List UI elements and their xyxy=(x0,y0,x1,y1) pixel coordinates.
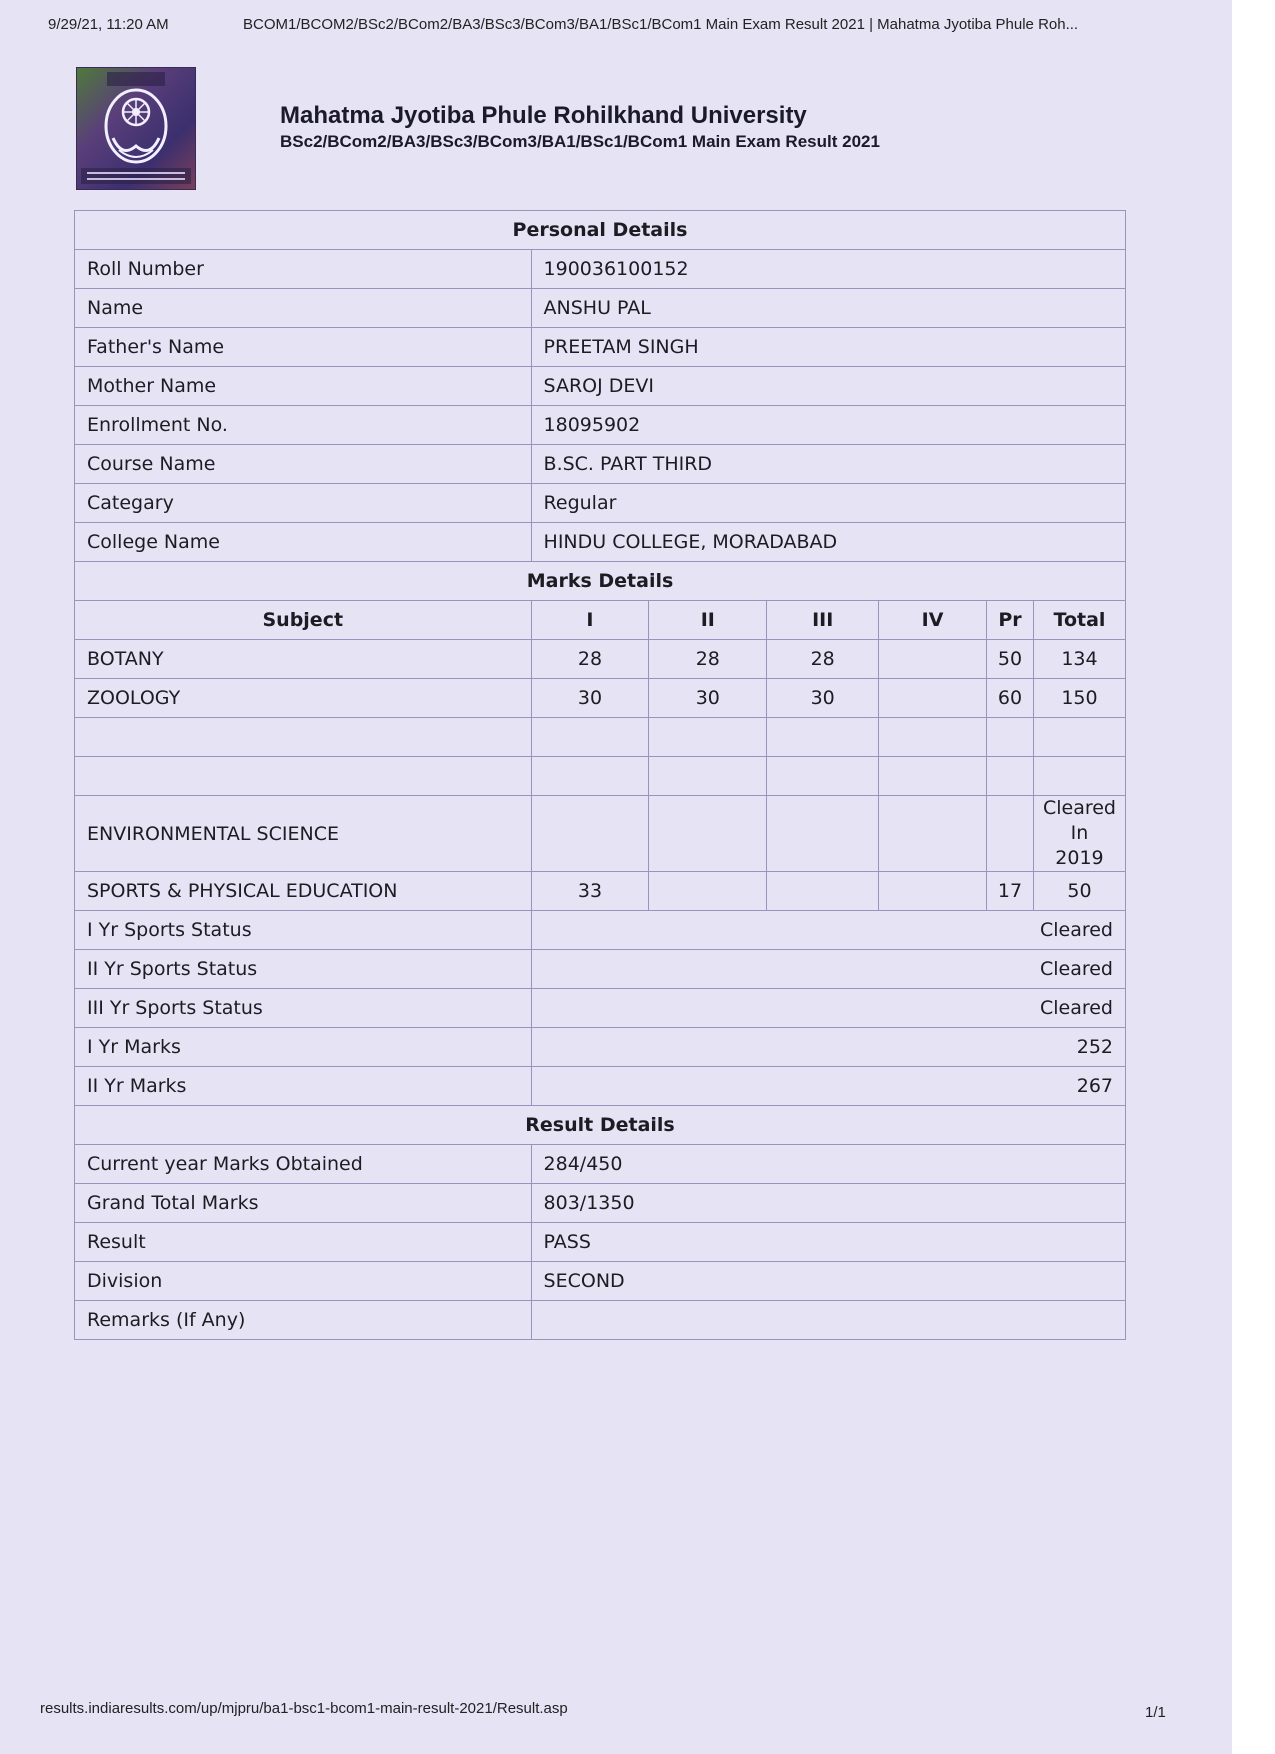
table-row xyxy=(75,367,1126,406)
table-row xyxy=(75,406,1126,445)
grand-total-label: Grand Total Marks xyxy=(75,1184,532,1223)
fathers-name-value: PREETAM SINGH xyxy=(531,328,1125,367)
course-name-value: B.SC. PART THIRD xyxy=(531,445,1125,484)
marks-obtained-label: Current year Marks Obtained xyxy=(75,1145,532,1184)
subject-name: ZOOLOGY xyxy=(75,679,532,718)
status-row xyxy=(75,911,1126,950)
subject-name: SPORTS & PHYSICAL EDUCATION xyxy=(75,872,532,911)
status-label: I Yr Sports Status xyxy=(75,911,532,950)
page-number: 1/1 xyxy=(1145,1704,1166,1721)
empty-cell xyxy=(1033,757,1125,796)
mark-cell xyxy=(879,679,987,718)
total-cell: 150 xyxy=(1033,679,1125,718)
mark-cell: 60 xyxy=(987,679,1034,718)
fathers-name-label: Father's Name xyxy=(75,328,532,367)
status-row xyxy=(75,1028,1126,1067)
mark-cell xyxy=(649,872,767,911)
marks-details-heading: Marks Details xyxy=(75,562,1126,601)
roll-number-value: 190036100152 xyxy=(531,250,1125,289)
mother-name-label: Mother Name xyxy=(75,367,532,406)
status-row xyxy=(75,989,1126,1028)
personal-details-heading: Personal Details xyxy=(75,211,1126,250)
column-header-pr: Pr xyxy=(987,601,1034,640)
college-name-label: College Name xyxy=(75,523,532,562)
status-label: II Yr Sports Status xyxy=(75,950,532,989)
mark-cell xyxy=(767,796,879,872)
mark-cell: 28 xyxy=(649,640,767,679)
category-label: Categary xyxy=(75,484,532,523)
subject-name: ENVIRONMENTAL SCIENCE xyxy=(75,796,532,872)
roll-number-label: Roll Number xyxy=(75,250,532,289)
empty-cell xyxy=(767,757,879,796)
total-cell: 50 xyxy=(1033,872,1125,911)
empty-cell xyxy=(531,718,649,757)
table-row xyxy=(75,328,1126,367)
mark-cell: 28 xyxy=(531,640,649,679)
status-value: Cleared xyxy=(531,989,1125,1028)
print-header xyxy=(0,16,1232,38)
status-label: II Yr Marks xyxy=(75,1067,532,1106)
status-value: Cleared xyxy=(531,950,1125,989)
personal-details-heading-row xyxy=(75,211,1126,250)
division-value: SECOND xyxy=(531,1262,1125,1301)
status-label: III Yr Sports Status xyxy=(75,989,532,1028)
result-details-heading-row xyxy=(75,1106,1126,1145)
result-value: PASS xyxy=(531,1223,1125,1262)
table-row xyxy=(75,1145,1126,1184)
column-header-iii: III xyxy=(767,601,879,640)
mark-cell: 30 xyxy=(531,679,649,718)
mark-cell xyxy=(649,796,767,872)
empty-cell xyxy=(649,757,767,796)
mark-cell xyxy=(987,796,1034,872)
empty-cell xyxy=(75,718,532,757)
mark-cell: 33 xyxy=(531,872,649,911)
total-cell: Cleared In 2019 xyxy=(1033,796,1125,872)
grand-total-value: 803/1350 xyxy=(531,1184,1125,1223)
remarks-label: Remarks (If Any) xyxy=(75,1301,532,1340)
exam-subtitle: BSc2/BCom2/BA3/BSc3/BCom3/BA1/BSc1/BCom1 Main Exam Result 2021 xyxy=(280,132,880,151)
subject-row xyxy=(75,872,1126,911)
name-value: ANSHU PAL xyxy=(531,289,1125,328)
mark-cell xyxy=(879,872,987,911)
empty-cell xyxy=(75,757,532,796)
mark-cell: 50 xyxy=(987,640,1034,679)
status-value: Cleared xyxy=(531,911,1125,950)
mark-cell xyxy=(879,640,987,679)
empty-cell xyxy=(649,718,767,757)
mark-cell xyxy=(531,796,649,872)
empty-cell xyxy=(879,718,987,757)
empty-cell xyxy=(531,757,649,796)
mark-cell xyxy=(767,872,879,911)
division-label: Division xyxy=(75,1262,532,1301)
table-row xyxy=(75,250,1126,289)
empty-cell xyxy=(767,718,879,757)
mark-cell: 30 xyxy=(649,679,767,718)
university-name: Mahatma Jyotiba Phule Rohilkhand University xyxy=(280,102,807,129)
table-row xyxy=(75,523,1126,562)
marks-header-row xyxy=(75,601,1126,640)
column-header-i: I xyxy=(531,601,649,640)
status-value: 252 xyxy=(531,1028,1125,1067)
status-label: I Yr Marks xyxy=(75,1028,532,1067)
print-url: results.indiaresults.com/up/mjpru/ba1-bsc1-bcom1-main-result-2021/Result.asp xyxy=(40,1700,568,1717)
empty-cell xyxy=(879,757,987,796)
mark-cell: 28 xyxy=(767,640,879,679)
table-row xyxy=(75,445,1126,484)
table-row xyxy=(75,1301,1126,1340)
table-row xyxy=(75,1262,1126,1301)
column-header-ii: II xyxy=(649,601,767,640)
print-datetime: 9/29/21, 11:20 AM xyxy=(48,16,169,33)
status-row xyxy=(75,950,1126,989)
print-page-title: BCOM1/BCOM2/BSc2/BCom2/BA3/BSc3/BCom3/BA1/BSc1/BCom1 Main Exam Result 2021 | Mahatma Jyotiba Phule Roh... xyxy=(243,16,1079,33)
empty-row xyxy=(75,718,1126,757)
table-row xyxy=(75,289,1126,328)
subject-row xyxy=(75,679,1126,718)
status-value: 267 xyxy=(531,1067,1125,1106)
mark-cell: 17 xyxy=(987,872,1034,911)
status-row xyxy=(75,1067,1126,1106)
enrollment-no-value: 18095902 xyxy=(531,406,1125,445)
mark-cell xyxy=(879,796,987,872)
enrollment-no-label: Enrollment No. xyxy=(75,406,532,445)
marks-obtained-value: 284/450 xyxy=(531,1145,1125,1184)
result-table xyxy=(74,210,1126,1340)
university-emblem-icon xyxy=(76,67,196,190)
name-label: Name xyxy=(75,289,532,328)
subject-name: BOTANY xyxy=(75,640,532,679)
table-row xyxy=(75,484,1126,523)
mother-name-value: SAROJ DEVI xyxy=(531,367,1125,406)
remarks-value xyxy=(531,1301,1125,1340)
empty-cell xyxy=(987,757,1034,796)
result-label: Result xyxy=(75,1223,532,1262)
empty-cell xyxy=(1033,718,1125,757)
subject-row xyxy=(75,640,1126,679)
empty-row xyxy=(75,757,1126,796)
column-header-iv: IV xyxy=(879,601,987,640)
university-heading xyxy=(280,102,880,152)
table-row xyxy=(75,1223,1126,1262)
course-name-label: Course Name xyxy=(75,445,532,484)
subject-row xyxy=(75,796,1126,872)
empty-cell xyxy=(987,718,1034,757)
marks-details-heading-row xyxy=(75,562,1126,601)
column-header-subject: Subject xyxy=(75,601,532,640)
category-value: Regular xyxy=(531,484,1125,523)
mark-cell: 30 xyxy=(767,679,879,718)
total-cell: 134 xyxy=(1033,640,1125,679)
column-header-total: Total xyxy=(1033,601,1125,640)
table-row xyxy=(75,1184,1126,1223)
college-name-value: HINDU COLLEGE, MORADABAD xyxy=(531,523,1125,562)
result-details-heading: Result Details xyxy=(75,1106,1126,1145)
